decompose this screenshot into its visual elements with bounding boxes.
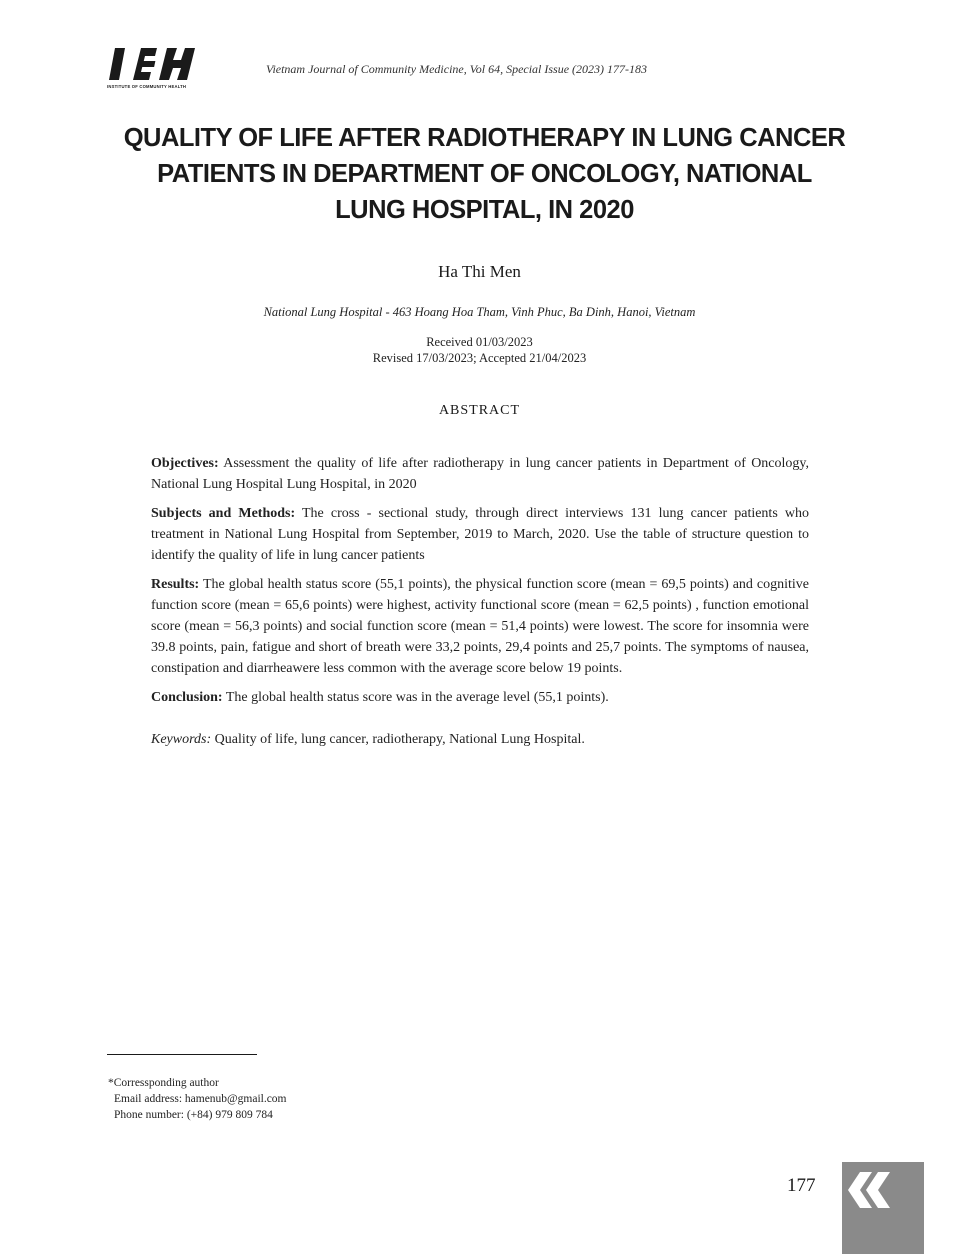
section-text: The global health status score (55,1 points), the physical function score (mean = 69,5 points) and cognitive function score (mean = 65,6 points) were highest, activity functional score (mean = 62,5 points) , function emotional score (mean = 56,3 points) and social function score (mean = 51,4 points) were lowest. The score for insomnia were 39.8 points, pain, fatigue and short of breath were 33,2 points, 29,4 points and 25,7 points. The symptoms of nausea, constipation and diarrheawere less common with the average score below 19 points. [151,577,809,676]
title-line: QUALITY OF LIFE AFTER RADIOTHERAPY IN LUNG CANCER [123,124,846,152]
abstract-heading: ABSTRACT [438,403,521,418]
abstract-keywords [151,729,809,750]
title-line: PATIENTS IN DEPARTMENT OF ONCOLOGY, NATIONAL [157,160,812,188]
keywords-label: Keywords: [151,732,212,747]
page-tab [842,1162,924,1254]
ich-logo-mark [107,44,197,84]
section-label: Conclusion: [151,690,223,705]
footnote [108,1075,287,1123]
section-label: Objectives: [151,456,219,471]
footnote-divider [107,1054,257,1055]
keywords-text: Quality of life, lung cancer, radiotherapy, National Lung Hospital. [211,732,585,747]
page-number: 177 [787,1175,816,1196]
article-title [100,120,869,228]
author-affiliation: National Lung Hospital - 463 Hoang Hoa Tham, Vinh Phuc, Ba Dinh, Hanoi, Vietnam [263,305,696,319]
section-text: The cross - sectional study, through direct interviews 131 lung cancer patients who treatment in National Lung Hospital from September, 2019 to March, 2020. Use the table of structure question to identify the quality of life in lung cancer patients [151,506,809,563]
revised-accepted-date: Revised 17/03/2023; Accepted 21/04/2023 [372,351,587,365]
abstract-body [151,453,809,758]
abstract-conclusion [151,687,809,708]
article-dates [0,334,959,366]
section-label: Results: [151,577,200,592]
author-email: Email address: hamenub@gmail.com [114,1093,287,1105]
title-line: LUNG HOSPITAL, IN 2020 [335,196,634,224]
corresponding-author: *Corressponding author [108,1077,219,1089]
author-phone: Phone number: (+84) 979 809 784 [114,1109,273,1121]
abstract-results [151,574,809,679]
section-text: The global health status score was in the average level (55,1 points). [222,690,609,705]
logo-tagline: INSTITUTE OF COMMUNITY HEALTH [107,84,187,89]
section-label: Subjects and Methods: [151,506,296,521]
journal-citation: Vietnam Journal of Community Medicine, Vol 64, Special Issue (2023) 177-183 [266,62,648,76]
abstract-objectives [151,453,809,495]
abstract-methods [151,503,809,566]
section-text: Assessment the quality of life after radiotherapy in lung cancer patients in Department of Oncology, National Lung Hospital Lung Hospital, in 2020 [151,456,809,492]
received-date: Received 01/03/2023 [426,335,533,349]
author-name: Ha Thi Men [438,262,521,281]
double-chevron-left-icon [846,1170,898,1210]
journal-logo [107,44,197,94]
